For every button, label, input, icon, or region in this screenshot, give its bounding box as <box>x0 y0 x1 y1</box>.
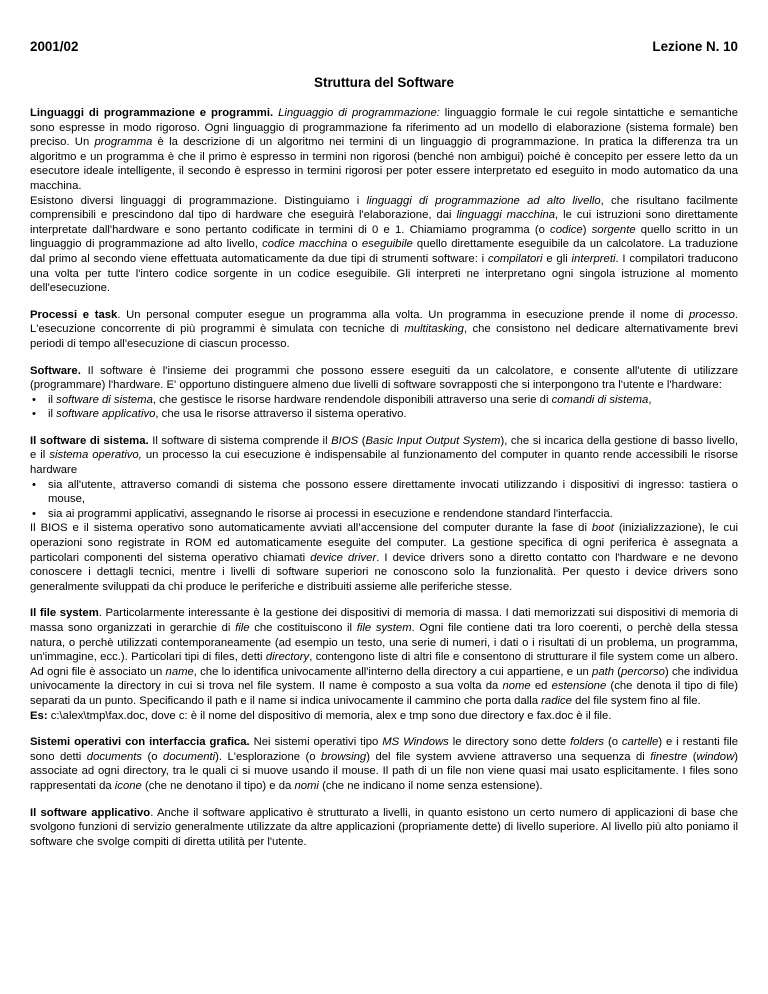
paragraph: Linguaggi di programmazione e programmi. Linguaggio di programmazione: linguaggio formale le cui regole sintattiche e semantiche sono espresse in modo rigoroso. Ogni linguaggio di programmazione fa riferimento ad un modello di elaborazione (sistema formale) ben preciso. Un programma è la descrizione di un algoritmo nei termini di un linguaggio di programmazione. In pratica la differenza tra un algoritmo e un programma è che il primo è espresso in termini non rigorosi (benché non ambigui) poiché è concepito per essere letto da un esecutore ideale intelligente, il secondo è espresso in termini rigorosi per poter essere interpretato ed eseguito in modo automatico da una macchina. <box>30 107 738 192</box>
section-heading: Il software di sistema. <box>30 434 149 447</box>
header-lesson: Lezione N. 10 <box>652 39 738 54</box>
paragraph: Processi e task. Un personal computer esegue un programma alla volta. Un programma in esecuzione prende il nome di processo. L'esecuzione concorrente di più programmi è simulata con tecniche di multitasking, che consistono nel dedicare alternativamente brevi periodi di tempo all'esecuzione di ciascun processo. <box>30 308 739 350</box>
paragraph: Il software di sistema. Il software di sistema comprende il BIOS (Basic Input Output System), che si incarica della gestione di basso livello, e il sistema operativo, un processo la cui esecuzione è indispensabile al funzionamento del computer in quanto rende accessibili le risorse hardware <box>30 434 739 477</box>
paragraph: Il software applicativo. Anche il software applicativo è strutturato a livelli, in quanto esistono un certo numero di applicazioni di base che svolgono funzioni di servizio generalmente utilizzate da altre applicazioni (propriamente dette) di livello superiore. Al livello più alto poniamo il software che svolge compiti di diretta utilità per l'utente. <box>30 806 738 848</box>
paragraph: Sistemi operativi con interfaccia grafica. Nei sistemi operativi tipo MS Windows le directory sono dette folders (o cartelle) e i restanti file sono detti documents (o documenti). L'esplorazione (o browsing) del file system avviene attraverso una sequenza di finestre (window) associate ad ogni directory, tra le quali ci si muove usando il mouse. Il path di un file non viene quasi mai usato esplicitamente. I files sono rappresentati da icone (che ne denotano il tipo) e da nomi (che ne indicano il nome senza estensione). <box>30 736 738 792</box>
list-item: • sia all'utente, attraverso comandi di sistema che possono essere direttamente invocati utilizzando i dispositivi di ingresso: tastiera o mouse, <box>30 478 738 507</box>
section-heading: Sistemi operativi con interfaccia grafica. <box>30 736 250 749</box>
bullet-list <box>30 478 738 522</box>
page-header <box>30 39 738 55</box>
example-label: Es: <box>30 709 48 722</box>
section-file-system <box>30 606 738 723</box>
list-item: • il software di sistema, che gestisce le risorse hardware rendendole disponibili attraverso una serie di comandi di sistema, <box>30 393 738 408</box>
section-system-software <box>30 434 738 595</box>
section-gui-os <box>30 735 738 793</box>
section-heading: Software. <box>30 364 81 377</box>
section-software <box>30 364 738 422</box>
section-heading: Processi e task <box>30 308 118 321</box>
paragraph: Esistono diversi linguaggi di programmazione. Distinguiamo i linguaggi di programmazione ad alto livello, che risultano facilmente comprensibili e prescindono dal tipo di hardware che eseguirà l'elaborazione, dai linguaggi macchina, le cui istruzioni sono direttamente interpretate dall'hardware e sono pertanto codificate in termini di 0 e 1. Chiamiamo programma (o codice) sorgente quello scritto in un linguaggio di programmazione ad alto livello, codice macchina o eseguibile quello direttamente eseguibile da un calcolatore. La traduzione dal primo al secondo viene effettuata automaticamente da due tipi di strumenti software: i compilatori e gli interpreti. I compilatori traducono una volta per tutte l'intero codice sorgente in un codice eseguibile. Gli interpreti ne interpretano ogni singola istruzione al momento dell'esecuzione. <box>30 194 739 295</box>
bullet-list <box>30 393 738 422</box>
page-title: Struttura del Software <box>314 75 454 90</box>
section-heading: Il software applicativo <box>30 806 151 819</box>
paragraph: Software. Il software è l'insieme dei programmi che possono essere eseguiti da un calcolatore, e consente all'utente di utilizzare (programmare) l'hardware. E' opportuno distinguere almeno due livelli di software sovrapposti che si interpongono tra l'utente e l'hardware: <box>30 364 738 392</box>
list-item: • il software applicativo, che usa le risorse attraverso il sistema operativo. <box>30 407 738 422</box>
header-year: 2001/02 <box>30 39 79 54</box>
section-processes <box>30 308 738 352</box>
list-item: • sia ai programmi applicativi, assegnando le risorse ai processi in esecuzione e rendendone standard l'interfaccia. <box>30 507 738 522</box>
paragraph: Il BIOS e il sistema operativo sono automaticamente avviati all’accensione del computer durante la fase di boot (inizializzazione), le cui operazioni sono registrate in ROM ed automaticamente eseguite del computer. La gestione specifica di ogni periferica è assegnata a particolari componenti del sistema operativo chiamati device driver. I device drivers sono a diretto contatto con l'hardware e ne devono conoscere i dettagli tecnici, mentre i livelli di software superiori ne conoscono solo la funzionalità. Per questo i device drivers sono generalmente sviluppati da chi produce le periferiche e distribuiti assieme alle periferiche stesse. <box>30 522 738 593</box>
paragraph: Il file system. Particolarmente interessante è la gestione dei dispositivi di memoria di massa. I dati memorizzati sui dispositivi di memoria di massa sono organizzati in gerarchie di file che costituiscono il file system. Ogni file contiene dati tra loro coerenti, o perchè della stessa natura, o perchè utilizzati contemporaneamente (ad esempio un testo, una serie di numeri, i dati o i risultati di un problema, un programma, un'immagine, ecc.). Particolari tipi di files, detti directory, contengono liste di altri file e consentono di strutturare il file system come un albero. Ad ogni file è associato un name, che lo identifica univocamente all'interno della directory a cui appartiene, e un path (percorso) che individua univocamente la directory in cui si trova nel file system. Il name è composto a sua volta da nome ed estensione (che denota il tipo di file) separati da un punto. Specificando il path e il name si indica univocamente il cammino che porta dalla radice del file system fino al file. <box>30 607 739 707</box>
example-paragraph: Es: c:\alex\tmp\fax.doc, dove c: è il nome del dispositivo di memoria, alex e tmp sono due directory e fax.doc è il file. <box>30 709 612 722</box>
section-application-software <box>30 806 738 850</box>
document-page <box>30 38 738 861</box>
section-heading: Il file system <box>30 607 99 620</box>
section-heading: Linguaggi di programmazione e programmi. <box>30 107 274 119</box>
section-programming-languages <box>30 106 738 296</box>
